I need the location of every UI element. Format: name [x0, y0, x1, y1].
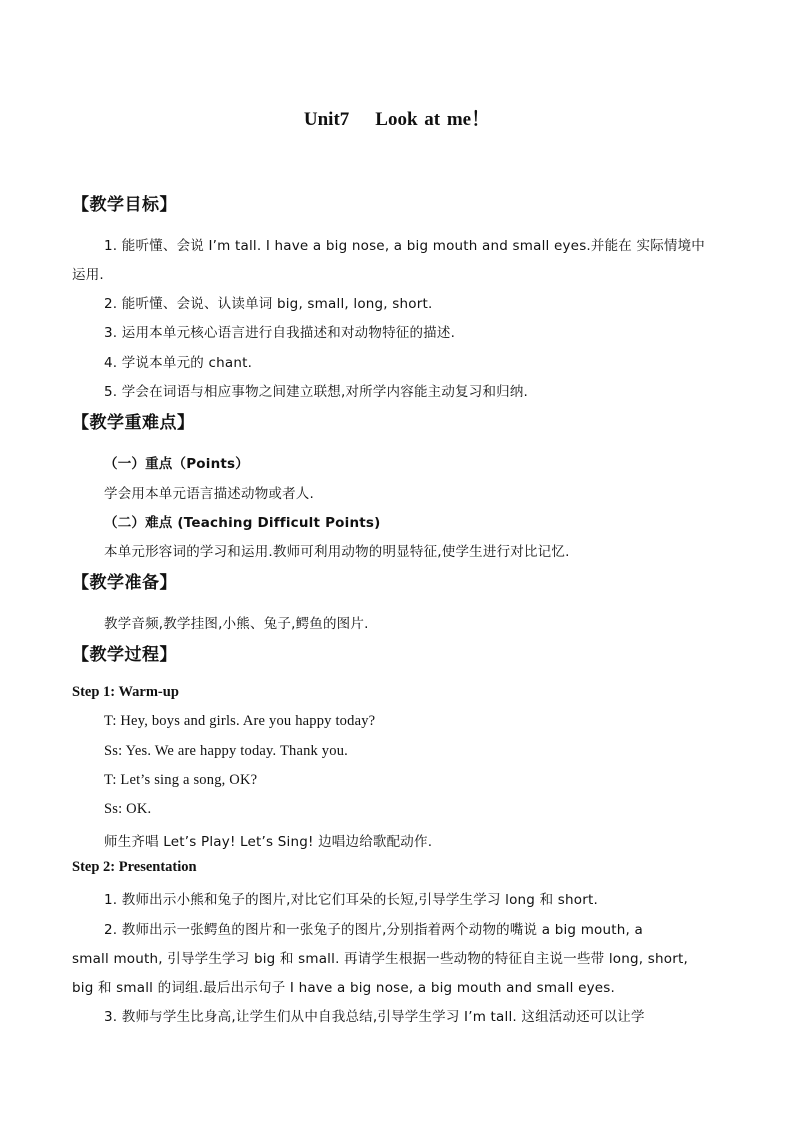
- objective-line-2: 2. 能听懂、会说、认读单词 big, small, long, short.: [104, 296, 433, 312]
- step-1-line-2: Ss: Yes. We are happy today. Thank you.: [104, 743, 348, 759]
- step-1-title: Step 1: Warm-up: [72, 684, 179, 700]
- objective-line-1-cont: 运用.: [72, 267, 104, 283]
- step-2-line-1: 1. 教师出示小熊和兔子的图片,对比它们耳朵的长短,引导学生学习 long 和 short.: [104, 892, 598, 908]
- objective-line-3: 3. 运用本单元核心语言进行自我描述和对动物特征的描述.: [104, 325, 456, 341]
- objective-line-5: 5. 学会在词语与相应事物之间建立联想,对所学内容能主动复习和归纳.: [104, 384, 529, 400]
- step-2-line-5: 3. 教师与学生比身高,让学生们从中自我总结,引导学生学习 I’m tall. 这组活动还可以让学: [104, 1009, 645, 1025]
- objective-line-1: 1. 能听懂、会说 I’m tall. I have a big nose, a big mouth and small eyes.并能在 实际情境中: [104, 238, 706, 254]
- step-2-line-4: big 和 small 的词组.最后出示句子 I have a big nose, a big mouth and small eyes.: [72, 980, 615, 996]
- key-point-2-label: （二）难点 (Teaching Difficult Points): [104, 515, 381, 531]
- key-point-2-text: 本单元形容词的学习和运用.教师可利用动物的明显特征,使学生进行对比记忆.: [104, 544, 570, 560]
- title-name: Look at me！: [375, 109, 491, 130]
- objective-line-4: 4. 学说本单元的 chant.: [104, 355, 253, 371]
- step-2-title: Step 2: Presentation: [72, 859, 197, 875]
- step-1-line-1: T: Hey, boys and girls. Are you happy today?: [104, 713, 376, 729]
- objectives-heading: 【教学目标】: [72, 195, 177, 215]
- step-2-line-2: 2. 教师出示一张鳄鱼的图片和一张兔子的图片,分别指着两个动物的嘴说 a big mouth, a: [104, 922, 643, 938]
- key-point-1-text: 学会用本单元语言描述动物或者人.: [104, 486, 314, 502]
- process-heading: 【教学过程】: [72, 645, 177, 665]
- step-1-line-4: Ss: OK.: [104, 801, 152, 817]
- key-point-1-label: （一）重点（Points）: [104, 456, 249, 472]
- step-2-line-3: small mouth, 引导学生学习 big 和 small. 再请学生根据一些动物的特征自主说一些带 long, short,: [72, 951, 688, 967]
- document-title: [0, 104, 794, 131]
- key-points-heading: 【教学重难点】: [72, 413, 195, 433]
- preparation-heading: 【教学准备】: [72, 573, 177, 593]
- preparation-text: 教学音频,教学挂图,小熊、兔子,鳄鱼的图片.: [104, 616, 369, 632]
- step-1-line-3: T: Let’s sing a song, OK?: [104, 772, 258, 788]
- title-unit: Unit7: [303, 109, 350, 130]
- step-1-line-5: 师生齐唱 Let’s Play! Let’s Sing! 边唱边给歌配动作.: [104, 834, 433, 850]
